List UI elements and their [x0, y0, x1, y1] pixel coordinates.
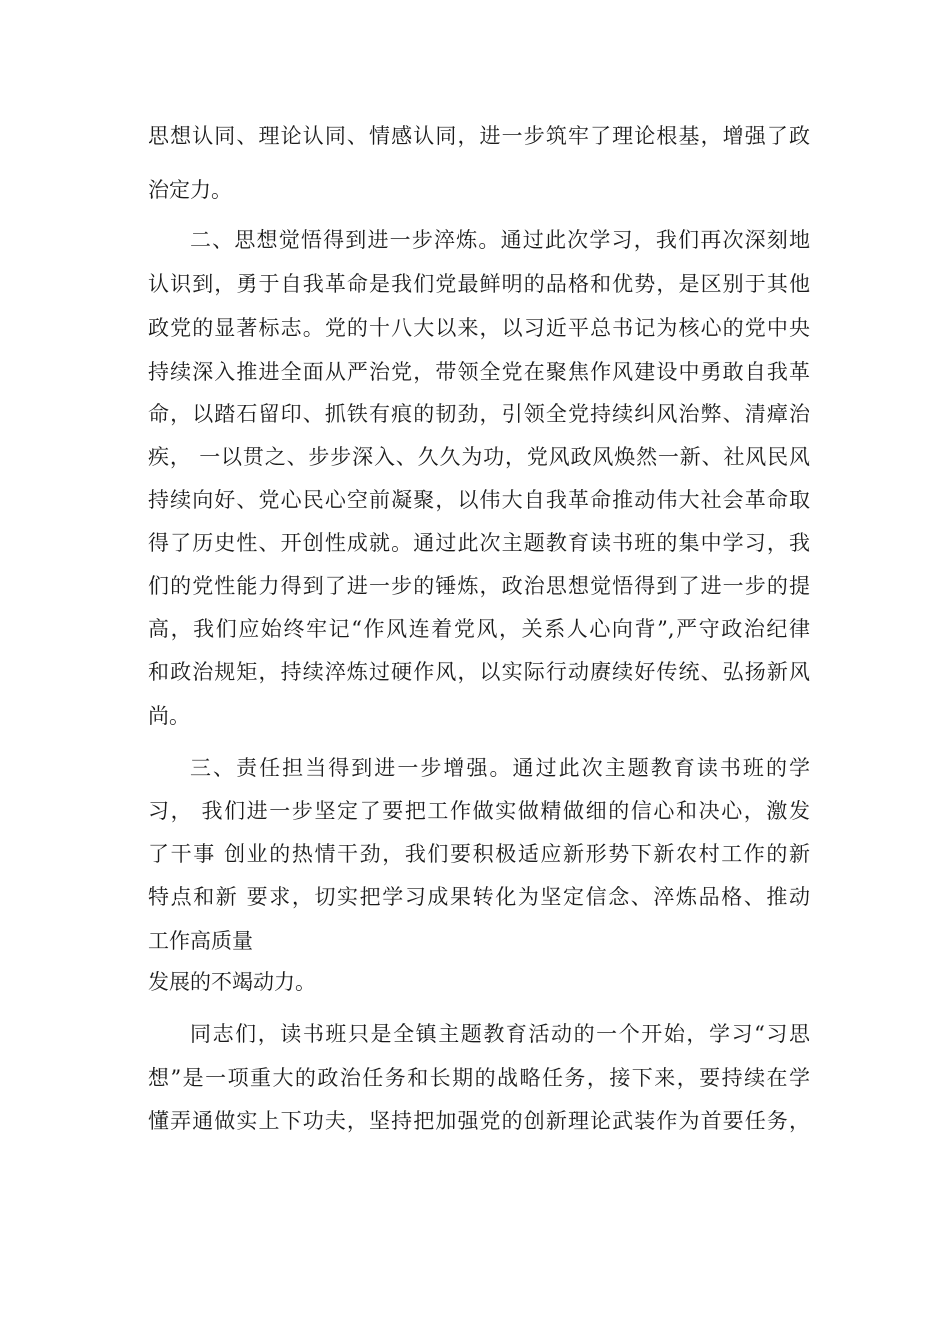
- text-line: 想”是一项重大的政治任务和长期的战略任务，接下来，要持续在学: [148, 1066, 810, 1090]
- text-line: 高，我们应始终牢记“作风连着党风，关系人心向背”,严守政治纪律: [148, 617, 810, 641]
- text-line: 同志们，读书班只是全镇主题教育活动的一个开始，学习“习思: [190, 1022, 810, 1046]
- text-line: 工作高质量: [148, 929, 253, 953]
- text-line: 懂弄通做实上下功夫，坚持把加强党的创新理论武装作为首要任务，: [148, 1109, 810, 1133]
- text-line: 思想认同、理论认同、情感认同，进一步筑牢了理论根基，增强了政: [148, 124, 810, 148]
- text-line: 发展的不竭动力。: [148, 970, 316, 994]
- text-line: 政党的显著标志。党的十八大以来，以习近平总书记为核心的党中央: [148, 316, 810, 340]
- text-line: 持续向好、党心民心空前凝聚，以伟大自我革命推动伟大社会革命取: [148, 488, 810, 512]
- text-line: 疾， 一以贯之、步步深入、久久为功，党风政风焕然一新、社风民风: [148, 445, 810, 469]
- text-line: 了干事 创业的热情干劲，我们要积极适应新形势下新农村工作的新: [148, 842, 810, 866]
- text-line: 持续深入推进全面从严治党，带领全党在聚焦作风建设中勇敢自我革: [148, 360, 810, 384]
- text-line: 治定力。: [148, 178, 232, 202]
- text-line: 得了历史性、开创性成就。通过此次主题教育读书班的集中学习，我: [148, 531, 810, 555]
- text-line: 和政治规矩，持续淬炼过硬作风，以实际行动赓续好传统、弘扬新风: [148, 660, 810, 684]
- text-line: 二、思想觉悟得到进一步淬炼。通过此次学习，我们再次深刻地: [190, 228, 810, 252]
- text-line: 习， 我们进一步坚定了要把工作做实做精做细的信心和决心，激发: [148, 799, 810, 823]
- text-line: 尚。: [148, 704, 190, 728]
- text-line: 命，以踏石留印、抓铁有痕的韧劲，引领全党持续纠风治弊、清瘴治: [148, 402, 810, 426]
- text-line: 们的党性能力得到了进一步的锤炼，政治思想觉悟得到了进一步的提: [148, 574, 810, 598]
- text-line: 认识到，勇于自我革命是我们党最鲜明的品格和优势，是区别于其他: [148, 272, 810, 296]
- text-line: 特点和新 要求，切实把学习成果转化为坚定信念、淬炼品格、推动: [148, 885, 810, 909]
- text-line: 三、责任担当得到进一步增强。通过此次主题教育读书班的学: [190, 756, 810, 780]
